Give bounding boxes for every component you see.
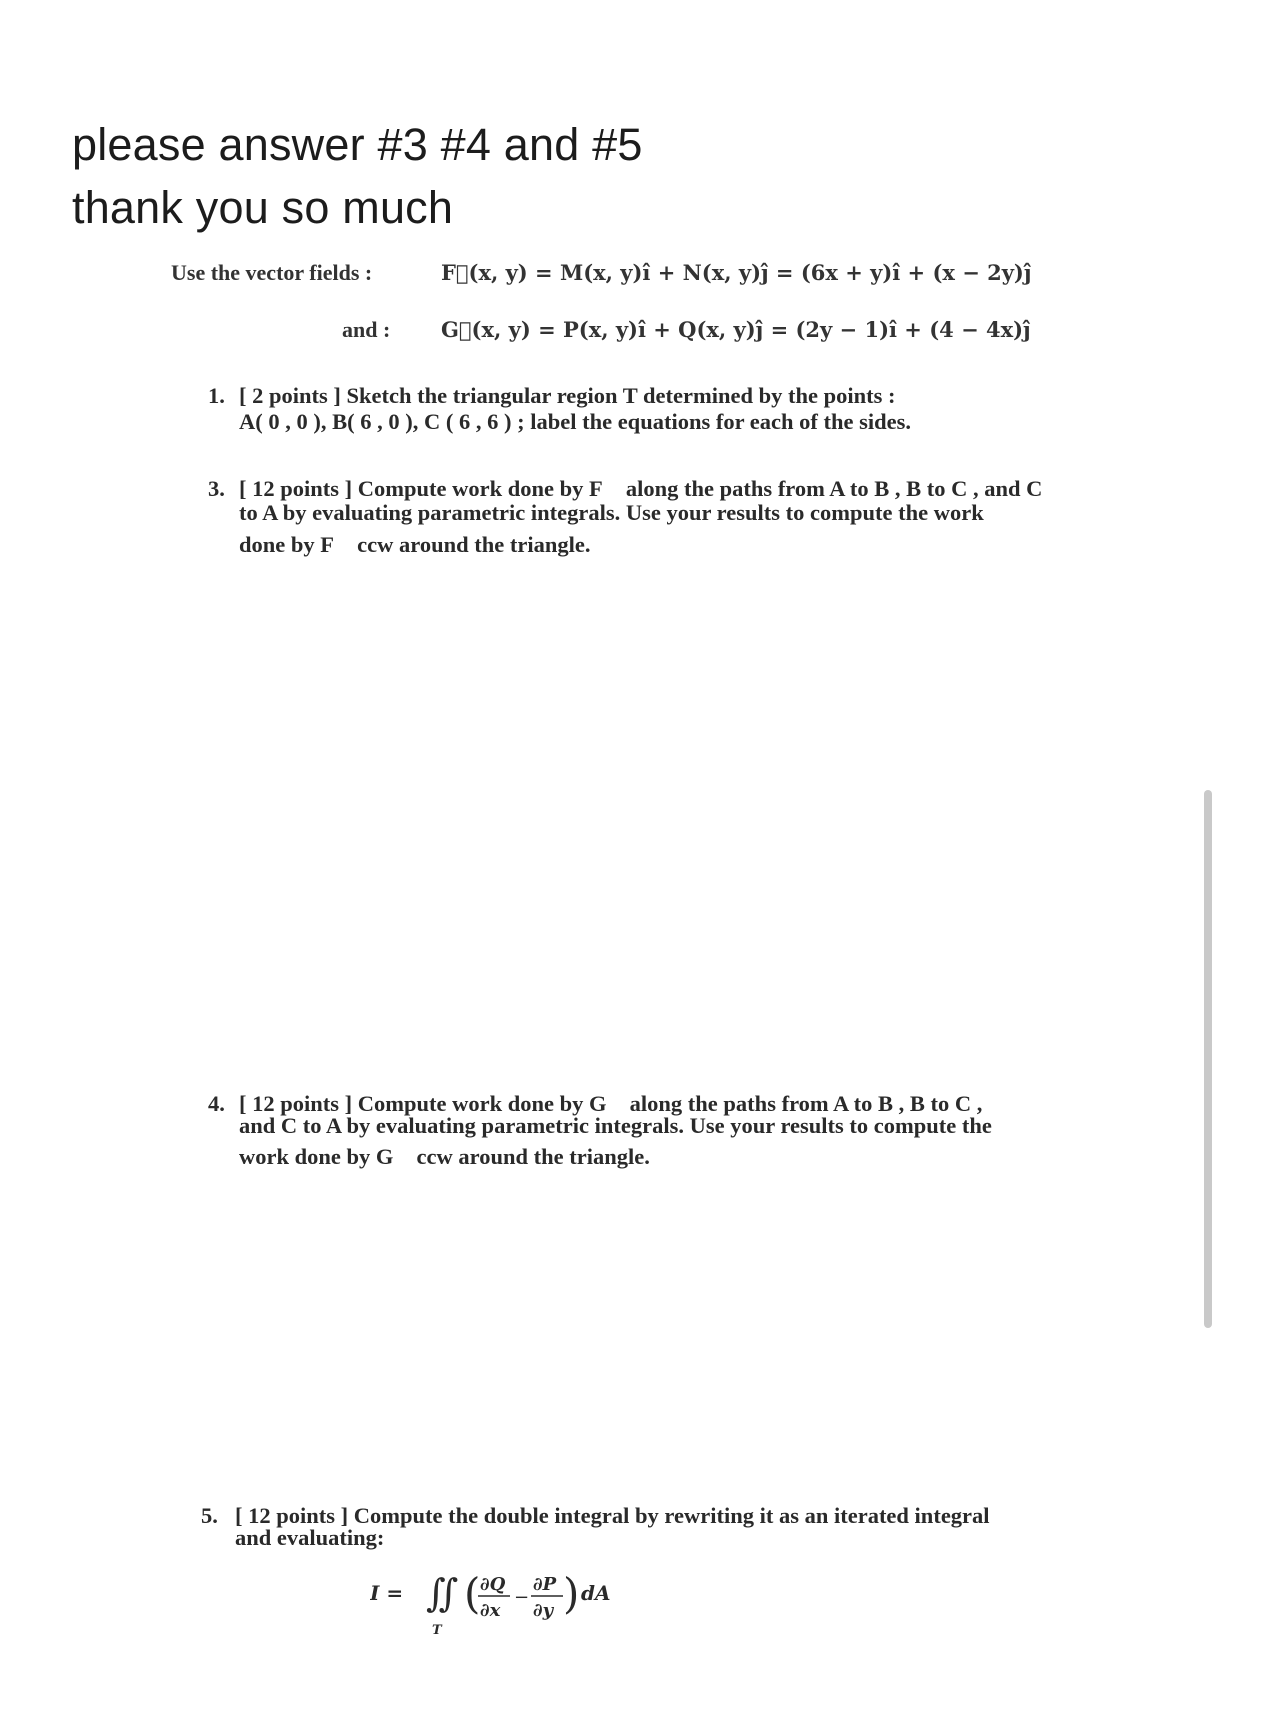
- problem-text-line: [ 12 points ] Compute work done by F⃗ along the paths from A to B , B to C , and C: [239, 476, 1043, 501]
- partial-x-denominator: ∂x: [480, 1600, 501, 1621]
- problem-text-line: done by F⃗ ccw around the triangle.: [239, 532, 591, 557]
- problem-text-line: work done by G⃗ ccw around the triangle.: [239, 1144, 650, 1169]
- problem-text-line: [ 12 points ] Compute the double integral by rewriting it as an iterated integral: [235, 1503, 990, 1528]
- integral-lhs: I =: [370, 1581, 404, 1605]
- thanks-line: thank you so much: [72, 182, 454, 233]
- double-integral-formula: [370, 1562, 650, 1642]
- problem-text-line: A( 0 , 0 ), B( 6 , 0 ), C ( 6 , 6 ) ; label the equations for each of the sides.: [239, 409, 912, 434]
- problem-text-line: [ 12 points ] Compute work done by G⃗ along the paths from A to B , B to C ,: [239, 1091, 983, 1116]
- vector-fields-label: Use the vector fields :: [171, 260, 373, 285]
- vector-field-g-equation: G⃗(x, y) = P(x, y)î + Q(x, y)ĵ = (2y − 1)î + (4 − 4x)ĵ: [441, 317, 1031, 342]
- scrollbar[interactable]: [1204, 790, 1212, 1328]
- double-integral-sign: ∬: [426, 1571, 459, 1615]
- close-paren: ): [563, 1569, 580, 1618]
- open-paren: (: [464, 1569, 481, 1618]
- problem-number: 3.: [208, 476, 225, 501]
- vector-field-f-equation: F⃗(x, y) = M(x, y)î + N(x, y)ĵ = (6x + y)î + (x − 2y)ĵ: [441, 260, 1032, 285]
- partial-y-denominator: ∂y: [533, 1600, 554, 1621]
- integral-region-label: T: [432, 1623, 442, 1638]
- problem-text-line: to A by evaluating parametric integrals. Use your results to compute the work: [239, 500, 984, 525]
- request-line: please answer #3 #4 and #5: [72, 119, 643, 170]
- problem-text-line: [ 2 points ] Sketch the triangular region T determined by the points :: [239, 383, 896, 408]
- area-element: dA: [581, 1581, 611, 1605]
- problem-number: 5.: [201, 1503, 218, 1528]
- problem-number: 4.: [208, 1091, 225, 1116]
- partial-q-numerator: ∂Q: [480, 1574, 506, 1595]
- problem-text-line: and evaluating:: [235, 1525, 385, 1550]
- minus-sign: −: [514, 1587, 530, 1608]
- and-label: and :: [342, 317, 391, 342]
- problem-number: 1.: [208, 383, 225, 408]
- problem-text-line: and C to A by evaluating parametric integrals. Use your results to compute the: [239, 1113, 992, 1138]
- partial-p-numerator: ∂P: [533, 1574, 557, 1595]
